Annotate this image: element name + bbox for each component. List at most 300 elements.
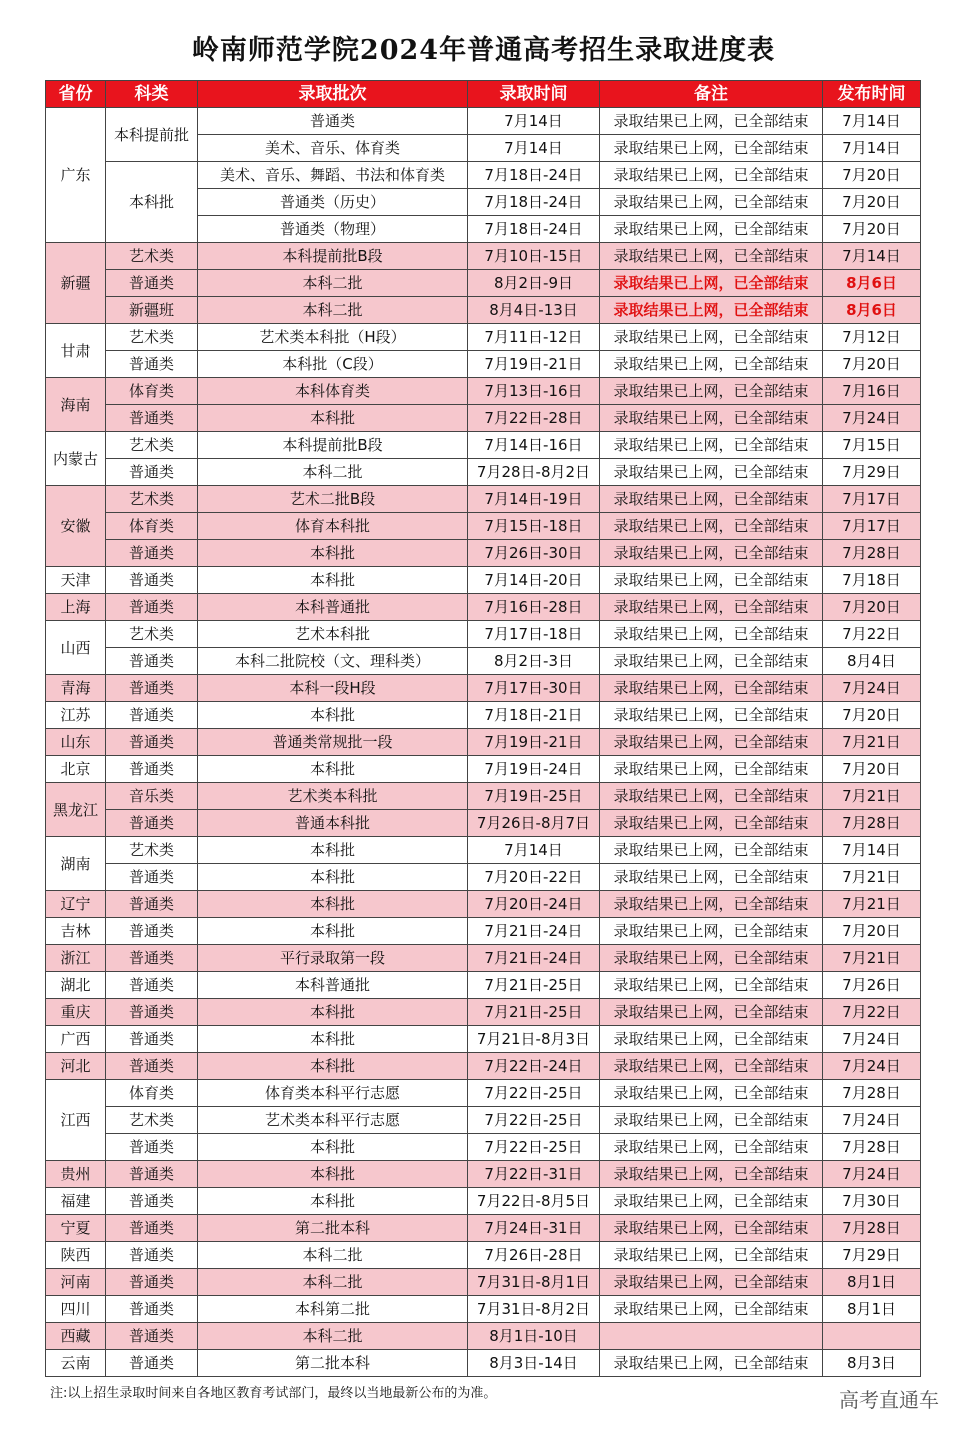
- table-row: [46, 1242, 921, 1269]
- category-cell: 普通类: [106, 729, 198, 756]
- province-cell: 湖南: [46, 837, 106, 891]
- header-batch: 录取批次: [198, 81, 468, 108]
- batch-cell: 本科普通批: [198, 972, 468, 999]
- province-cell: 上海: [46, 594, 106, 621]
- table-row: [46, 999, 921, 1026]
- table-row: [46, 648, 921, 675]
- publish-time-cell: 7月21日: [823, 864, 921, 891]
- time-cell: 7月18日-24日: [468, 189, 600, 216]
- page-title: 岭南师范学院2024年普通高考招生录取进度表: [191, 35, 776, 66]
- table-row: [46, 756, 921, 783]
- batch-cell: 本科批: [198, 1134, 468, 1161]
- table-row: [46, 432, 921, 459]
- time-cell: 7月17日-18日: [468, 621, 600, 648]
- note-cell: 录取结果已上网，已全部结束: [600, 1080, 823, 1107]
- batch-cell: 本科批: [198, 1053, 468, 1080]
- batch-cell: 艺术本科批: [198, 621, 468, 648]
- time-cell: 7月24日-31日: [468, 1215, 600, 1242]
- table-row: [46, 162, 921, 189]
- note-cell: 录取结果已上网，已全部结束: [600, 972, 823, 999]
- table-row: [46, 810, 921, 837]
- time-cell: 7月22日-31日: [468, 1161, 600, 1188]
- time-cell: 8月2日-9日: [468, 270, 600, 297]
- batch-cell: 体育本科批: [198, 513, 468, 540]
- province-cell: 青海: [46, 675, 106, 702]
- table-row: [46, 864, 921, 891]
- category-cell: 艺术类: [106, 837, 198, 864]
- admission-table: [45, 80, 921, 1377]
- province-cell: 安徽: [46, 486, 106, 567]
- province-cell: 四川: [46, 1296, 106, 1323]
- table-row: [46, 783, 921, 810]
- time-cell: 7月28日-8月2日: [468, 459, 600, 486]
- note-cell: 录取结果已上网，已全部结束: [600, 243, 823, 270]
- table-row: [46, 1350, 921, 1377]
- time-cell: 8月4日-13日: [468, 297, 600, 324]
- time-cell: 7月22日-25日: [468, 1107, 600, 1134]
- publish-time-cell: 7月20日: [823, 216, 921, 243]
- batch-cell: 本科批: [198, 999, 468, 1026]
- table-row: [46, 1161, 921, 1188]
- publish-time-cell: 7月28日: [823, 810, 921, 837]
- publish-time-cell: 7月14日: [823, 108, 921, 135]
- note-cell: 录取结果已上网，已全部结束: [600, 1161, 823, 1188]
- time-cell: 7月14日-19日: [468, 486, 600, 513]
- batch-cell: 本科批: [198, 1188, 468, 1215]
- table-row: [46, 837, 921, 864]
- province-cell: 河南: [46, 1269, 106, 1296]
- category-cell: 普通类: [106, 540, 198, 567]
- note-cell: 录取结果已上网，已全部结束: [600, 135, 823, 162]
- table-row: [46, 1323, 921, 1350]
- note-cell: 录取结果已上网，已全部结束: [600, 999, 823, 1026]
- publish-time-cell: 7月20日: [823, 351, 921, 378]
- category-cell: 普通类: [106, 999, 198, 1026]
- batch-cell: 艺术类本科批（H段）: [198, 324, 468, 351]
- note-cell: 录取结果已上网，已全部结束: [600, 675, 823, 702]
- province-cell: 广东: [46, 108, 106, 243]
- publish-time-cell: 8月6日: [823, 270, 921, 297]
- batch-cell: 本科二批: [198, 1323, 468, 1350]
- category-cell: 普通类: [106, 702, 198, 729]
- publish-time-cell: 7月24日: [823, 405, 921, 432]
- publish-time-cell: 7月24日: [823, 1053, 921, 1080]
- note-cell: 录取结果已上网，已全部结束: [600, 1107, 823, 1134]
- time-cell: 7月21日-8月3日: [468, 1026, 600, 1053]
- category-cell: 新疆班: [106, 297, 198, 324]
- table-row: [46, 567, 921, 594]
- note-cell: 录取结果已上网，已全部结束: [600, 270, 823, 297]
- province-cell: 新疆: [46, 243, 106, 324]
- batch-cell: 本科批: [198, 702, 468, 729]
- time-cell: 7月22日-24日: [468, 1053, 600, 1080]
- table-row: [46, 1026, 921, 1053]
- category-cell: 普通类: [106, 1188, 198, 1215]
- publish-time-cell: 7月21日: [823, 783, 921, 810]
- category-cell: 普通类: [106, 1161, 198, 1188]
- category-cell: 普通类: [106, 1026, 198, 1053]
- category-cell: 本科批: [106, 162, 198, 243]
- batch-cell: 艺术类本科批: [198, 783, 468, 810]
- table-row: [46, 1080, 921, 1107]
- category-cell: 音乐类: [106, 783, 198, 810]
- note-cell: 录取结果已上网，已全部结束: [600, 1296, 823, 1323]
- category-cell: 普通类: [106, 891, 198, 918]
- batch-cell: 普通类（物理）: [198, 216, 468, 243]
- note-cell: 录取结果已上网，已全部结束: [600, 405, 823, 432]
- watermark: 高考直通车: [839, 1388, 939, 1412]
- province-cell: 重庆: [46, 999, 106, 1026]
- time-cell: 7月19日-21日: [468, 729, 600, 756]
- batch-cell: 本科二批: [198, 1242, 468, 1269]
- note-cell: 录取结果已上网，已全部结束: [600, 1269, 823, 1296]
- batch-cell: 本科批（C段）: [198, 351, 468, 378]
- province-cell: 云南: [46, 1350, 106, 1377]
- time-cell: 7月20日-24日: [468, 891, 600, 918]
- note-cell: 录取结果已上网，已全部结束: [600, 432, 823, 459]
- category-cell: 普通类: [106, 810, 198, 837]
- category-cell: 普通类: [106, 756, 198, 783]
- table-row: [46, 270, 921, 297]
- note-cell: 录取结果已上网，已全部结束: [600, 729, 823, 756]
- publish-time-cell: 7月24日: [823, 675, 921, 702]
- note-cell: 录取结果已上网，已全部结束: [600, 459, 823, 486]
- publish-time-cell: 7月24日: [823, 1161, 921, 1188]
- note-cell: 录取结果已上网，已全部结束: [600, 756, 823, 783]
- publish-time-cell: 7月18日: [823, 567, 921, 594]
- batch-cell: 本科批: [198, 756, 468, 783]
- category-cell: 艺术类: [106, 621, 198, 648]
- batch-cell: 美术、音乐、舞蹈、书法和体育类: [198, 162, 468, 189]
- publish-time-cell: 8月1日: [823, 1269, 921, 1296]
- publish-time-cell: 7月28日: [823, 1134, 921, 1161]
- table-row: [46, 1188, 921, 1215]
- time-cell: 7月14日: [468, 108, 600, 135]
- time-cell: 7月21日-25日: [468, 972, 600, 999]
- category-cell: 艺术类: [106, 486, 198, 513]
- time-cell: 8月2日-3日: [468, 648, 600, 675]
- table-row: [46, 324, 921, 351]
- table-row: [46, 405, 921, 432]
- table-row: [46, 1134, 921, 1161]
- category-cell: 普通类: [106, 1269, 198, 1296]
- category-cell: 普通类: [106, 1350, 198, 1377]
- category-cell: 艺术类: [106, 324, 198, 351]
- table-row: [46, 972, 921, 999]
- table-row: [46, 945, 921, 972]
- time-cell: 7月19日-21日: [468, 351, 600, 378]
- time-cell: 7月31日-8月1日: [468, 1269, 600, 1296]
- publish-time-cell: 7月14日: [823, 837, 921, 864]
- batch-cell: 普通类: [198, 108, 468, 135]
- province-cell: 辽宁: [46, 891, 106, 918]
- category-cell: 普通类: [106, 945, 198, 972]
- batch-cell: 本科批: [198, 918, 468, 945]
- publish-time-cell: 8月1日: [823, 1296, 921, 1323]
- publish-time-cell: 8月3日: [823, 1350, 921, 1377]
- publish-time-cell: 7月20日: [823, 189, 921, 216]
- time-cell: 7月10日-15日: [468, 243, 600, 270]
- table-row: [46, 1053, 921, 1080]
- batch-cell: 本科批: [198, 1161, 468, 1188]
- batch-cell: 第二批本科: [198, 1350, 468, 1377]
- category-cell: 普通类: [106, 675, 198, 702]
- time-cell: 7月26日-28日: [468, 1242, 600, 1269]
- time-cell: 7月13日-16日: [468, 378, 600, 405]
- note-cell: 录取结果已上网，已全部结束: [600, 1215, 823, 1242]
- category-cell: 艺术类: [106, 432, 198, 459]
- batch-cell: 本科提前批B段: [198, 432, 468, 459]
- category-cell: 艺术类: [106, 1107, 198, 1134]
- note-cell: 录取结果已上网，已全部结束: [600, 648, 823, 675]
- note-cell: 录取结果已上网，已全部结束: [600, 108, 823, 135]
- batch-cell: 本科二批: [198, 1269, 468, 1296]
- category-cell: 普通类: [106, 1053, 198, 1080]
- category-cell: 普通类: [106, 351, 198, 378]
- batch-cell: 普通本科批: [198, 810, 468, 837]
- batch-cell: 普通类（历史）: [198, 189, 468, 216]
- publish-time-cell: 8月6日: [823, 297, 921, 324]
- note-cell: 录取结果已上网，已全部结束: [600, 918, 823, 945]
- note-cell: 录取结果已上网，已全部结束: [600, 324, 823, 351]
- publish-time-cell: 7月28日: [823, 1215, 921, 1242]
- batch-cell: 本科批: [198, 540, 468, 567]
- table-row: [46, 621, 921, 648]
- batch-cell: 体育类本科平行志愿: [198, 1080, 468, 1107]
- publish-time-cell: [823, 1323, 921, 1350]
- note-cell: 录取结果已上网，已全部结束: [600, 567, 823, 594]
- table-header-row: [46, 81, 921, 108]
- header-time: 录取时间: [468, 81, 600, 108]
- publish-time-cell: 7月20日: [823, 702, 921, 729]
- publish-time-cell: 7月29日: [823, 1242, 921, 1269]
- time-cell: 7月21日-25日: [468, 999, 600, 1026]
- publish-time-cell: 7月22日: [823, 621, 921, 648]
- note-cell: 录取结果已上网，已全部结束: [600, 351, 823, 378]
- category-cell: 普通类: [106, 1242, 198, 1269]
- publish-time-cell: 7月17日: [823, 486, 921, 513]
- header-note: 备注: [600, 81, 823, 108]
- header-publish-time: 发布时间: [823, 81, 921, 108]
- category-cell: 普通类: [106, 1215, 198, 1242]
- publish-time-cell: 7月26日: [823, 972, 921, 999]
- header-category: 科类: [106, 81, 198, 108]
- time-cell: 7月21日-24日: [468, 945, 600, 972]
- publish-time-cell: 7月21日: [823, 891, 921, 918]
- time-cell: 7月19日-24日: [468, 756, 600, 783]
- batch-cell: 本科一段H段: [198, 675, 468, 702]
- table-row: [46, 540, 921, 567]
- province-cell: 海南: [46, 378, 106, 432]
- province-cell: 河北: [46, 1053, 106, 1080]
- table-row: [46, 378, 921, 405]
- batch-cell: 本科体育类: [198, 378, 468, 405]
- table-row: [46, 729, 921, 756]
- category-cell: 普通类: [106, 918, 198, 945]
- province-cell: 内蒙古: [46, 432, 106, 486]
- province-cell: 西藏: [46, 1323, 106, 1350]
- footnote: 注:以上招生录取时间来自各地区教育考试部门，最终以当地最新公布的为准。: [50, 1386, 497, 1401]
- table-body: [46, 108, 921, 1377]
- category-cell: 普通类: [106, 648, 198, 675]
- province-cell: 甘肃: [46, 324, 106, 378]
- time-cell: 7月18日-24日: [468, 216, 600, 243]
- table-row: [46, 297, 921, 324]
- time-cell: 7月18日-21日: [468, 702, 600, 729]
- note-cell: 录取结果已上网，已全部结束: [600, 621, 823, 648]
- time-cell: 7月20日-22日: [468, 864, 600, 891]
- province-cell: 黑龙江: [46, 783, 106, 837]
- batch-cell: 美术、音乐、体育类: [198, 135, 468, 162]
- category-cell: 体育类: [106, 1080, 198, 1107]
- note-cell: 录取结果已上网，已全部结束: [600, 837, 823, 864]
- note-cell: 录取结果已上网，已全部结束: [600, 378, 823, 405]
- province-cell: 浙江: [46, 945, 106, 972]
- time-cell: 7月21日-24日: [468, 918, 600, 945]
- batch-cell: 本科提前批B段: [198, 243, 468, 270]
- note-cell: 录取结果已上网，已全部结束: [600, 486, 823, 513]
- category-cell: 体育类: [106, 513, 198, 540]
- province-cell: 宁夏: [46, 1215, 106, 1242]
- time-cell: 7月22日-28日: [468, 405, 600, 432]
- note-cell: 录取结果已上网，已全部结束: [600, 594, 823, 621]
- note-cell: 录取结果已上网，已全部结束: [600, 189, 823, 216]
- publish-time-cell: 7月14日: [823, 243, 921, 270]
- table-row: [46, 459, 921, 486]
- note-cell: [600, 1323, 823, 1350]
- publish-time-cell: 7月20日: [823, 756, 921, 783]
- batch-cell: 本科二批: [198, 459, 468, 486]
- category-cell: 普通类: [106, 594, 198, 621]
- batch-cell: 本科批: [198, 837, 468, 864]
- table-row: [46, 108, 921, 135]
- province-cell: 江西: [46, 1080, 106, 1161]
- category-cell: 艺术类: [106, 243, 198, 270]
- batch-cell: 本科批: [198, 567, 468, 594]
- table-row: [46, 675, 921, 702]
- time-cell: 7月14日-16日: [468, 432, 600, 459]
- publish-time-cell: 7月29日: [823, 459, 921, 486]
- publish-time-cell: 7月14日: [823, 135, 921, 162]
- category-cell: 普通类: [106, 1296, 198, 1323]
- province-cell: 天津: [46, 567, 106, 594]
- time-cell: 7月15日-18日: [468, 513, 600, 540]
- category-cell: 普通类: [106, 270, 198, 297]
- category-cell: 普通类: [106, 459, 198, 486]
- time-cell: 7月19日-25日: [468, 783, 600, 810]
- batch-cell: 普通类常规批一段: [198, 729, 468, 756]
- publish-time-cell: 8月4日: [823, 648, 921, 675]
- publish-time-cell: 7月28日: [823, 1080, 921, 1107]
- time-cell: 7月14日-20日: [468, 567, 600, 594]
- note-cell: 录取结果已上网，已全部结束: [600, 162, 823, 189]
- table-row: [46, 891, 921, 918]
- note-cell: 录取结果已上网，已全部结束: [600, 891, 823, 918]
- batch-cell: 第二批本科: [198, 1215, 468, 1242]
- table-row: [46, 1296, 921, 1323]
- table-row: [46, 1269, 921, 1296]
- batch-cell: 本科第二批: [198, 1296, 468, 1323]
- publish-time-cell: 7月30日: [823, 1188, 921, 1215]
- time-cell: 8月3日-14日: [468, 1350, 600, 1377]
- note-cell: 录取结果已上网，已全部结束: [600, 513, 823, 540]
- batch-cell: 本科批: [198, 1026, 468, 1053]
- publish-time-cell: 7月24日: [823, 1107, 921, 1134]
- publish-time-cell: 7月15日: [823, 432, 921, 459]
- publish-time-cell: 7月20日: [823, 594, 921, 621]
- note-cell: 录取结果已上网，已全部结束: [600, 783, 823, 810]
- batch-cell: 本科二批: [198, 297, 468, 324]
- province-cell: 贵州: [46, 1161, 106, 1188]
- category-cell: 体育类: [106, 378, 198, 405]
- province-cell: 山东: [46, 729, 106, 756]
- batch-cell: 本科普通批: [198, 594, 468, 621]
- province-cell: 湖北: [46, 972, 106, 999]
- publish-time-cell: 7月28日: [823, 540, 921, 567]
- note-cell: 录取结果已上网，已全部结束: [600, 945, 823, 972]
- category-cell: 本科提前批: [106, 108, 198, 162]
- note-cell: 录取结果已上网，已全部结束: [600, 297, 823, 324]
- province-cell: 北京: [46, 756, 106, 783]
- note-cell: 录取结果已上网，已全部结束: [600, 1350, 823, 1377]
- category-cell: 普通类: [106, 567, 198, 594]
- time-cell: 7月16日-28日: [468, 594, 600, 621]
- province-cell: 江苏: [46, 702, 106, 729]
- note-cell: 录取结果已上网，已全部结束: [600, 1134, 823, 1161]
- time-cell: 7月26日-30日: [468, 540, 600, 567]
- category-cell: 普通类: [106, 1134, 198, 1161]
- batch-cell: 艺术类本科平行志愿: [198, 1107, 468, 1134]
- table-row: [46, 1215, 921, 1242]
- time-cell: 7月22日-8月5日: [468, 1188, 600, 1215]
- header-province: 省份: [46, 81, 106, 108]
- publish-time-cell: 7月21日: [823, 729, 921, 756]
- table-row: [46, 513, 921, 540]
- category-cell: 普通类: [106, 864, 198, 891]
- time-cell: 7月11日-12日: [468, 324, 600, 351]
- province-cell: 吉林: [46, 918, 106, 945]
- category-cell: 普通类: [106, 405, 198, 432]
- note-cell: 录取结果已上网，已全部结束: [600, 864, 823, 891]
- table-row: [46, 486, 921, 513]
- time-cell: 7月14日: [468, 837, 600, 864]
- publish-time-cell: 7月12日: [823, 324, 921, 351]
- table-row: [46, 702, 921, 729]
- note-cell: 录取结果已上网，已全部结束: [600, 1053, 823, 1080]
- batch-cell: 本科批: [198, 891, 468, 918]
- publish-time-cell: 7月22日: [823, 999, 921, 1026]
- time-cell: 7月17日-30日: [468, 675, 600, 702]
- batch-cell: 本科批: [198, 864, 468, 891]
- province-cell: 陕西: [46, 1242, 106, 1269]
- batch-cell: 本科二批: [198, 270, 468, 297]
- category-cell: 普通类: [106, 1323, 198, 1350]
- note-cell: 录取结果已上网，已全部结束: [600, 810, 823, 837]
- note-cell: 录取结果已上网，已全部结束: [600, 702, 823, 729]
- note-cell: 录取结果已上网，已全部结束: [600, 1242, 823, 1269]
- batch-cell: 艺术二批B段: [198, 486, 468, 513]
- category-cell: 普通类: [106, 972, 198, 999]
- publish-time-cell: 7月16日: [823, 378, 921, 405]
- time-cell: 7月26日-8月7日: [468, 810, 600, 837]
- time-cell: 8月1日-10日: [468, 1323, 600, 1350]
- batch-cell: 本科二批院校（文、理科类）: [198, 648, 468, 675]
- batch-cell: 本科批: [198, 405, 468, 432]
- province-cell: 福建: [46, 1188, 106, 1215]
- publish-time-cell: 7月24日: [823, 1026, 921, 1053]
- note-cell: 录取结果已上网，已全部结束: [600, 1188, 823, 1215]
- publish-time-cell: 7月20日: [823, 162, 921, 189]
